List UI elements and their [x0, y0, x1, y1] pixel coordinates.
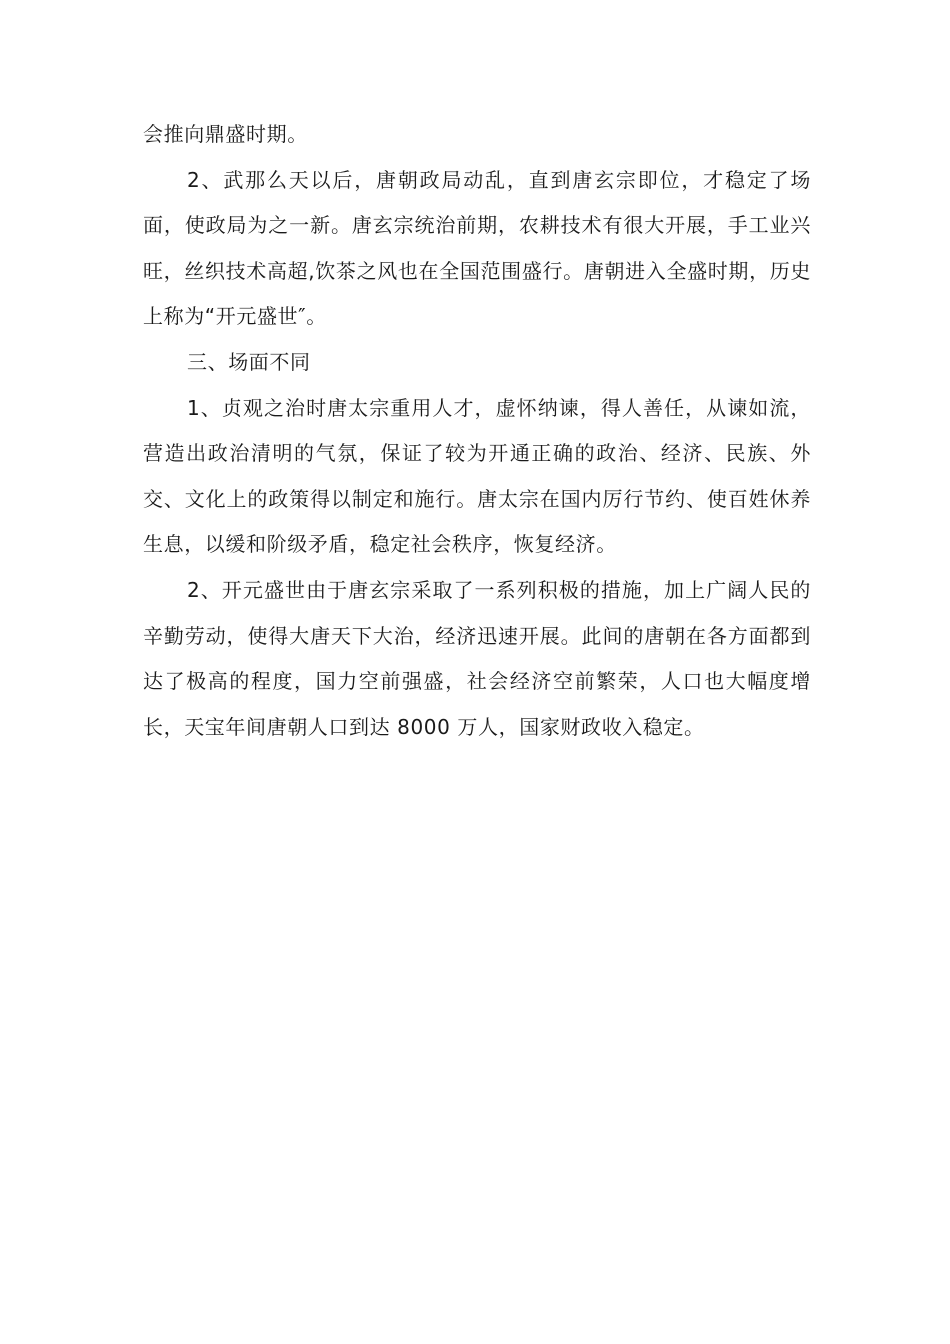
paragraph-continuation: 会推向鼎盛时期。 — [143, 122, 308, 146]
paragraph-zhenguan: 1、贞观之治时唐太宗重用人才，虚怀纳谏，得人善任，从谏如流，营造出政治清明的气氛，保证了较为开通正确的政治、经济、民族、外交、文化上的政策得以制定和施行。唐太宗在国内厉行节约、使百姓休养生息，以缓和阶级矛盾，稳定社会秩序，恢复经济。 — [143, 395, 811, 557]
section-heading-differences: 三、场面不同 — [187, 349, 311, 374]
paragraph-kaiyuan: 2、开元盛世由于唐玄宗采取了一系列积极的措施，加上广阔人民的辛勤劳动，使得大唐天下大治，经济迅速开展。此间的唐朝在各方面都到达了极高的程度，国力空前强盛，社会经济空前繁荣，人口也大幅度增长，天宝年间唐朝人口到达 8000 万人，国家财政收入稳定。 — [143, 577, 811, 739]
document-body — [143, 112, 811, 750]
paragraph-xuanzong-reign: 2、武那么天以后，唐朝政局动乱，直到唐玄宗即位，才稳定了场面，使政局为之一新。唐玄宗统治前期，农耕技术有很大开展，手工业兴旺，丝织技术高超,饮茶之风也在全国范围盛行。唐朝进入全盛时期，历史上称为“开元盛世″。 — [143, 167, 811, 329]
